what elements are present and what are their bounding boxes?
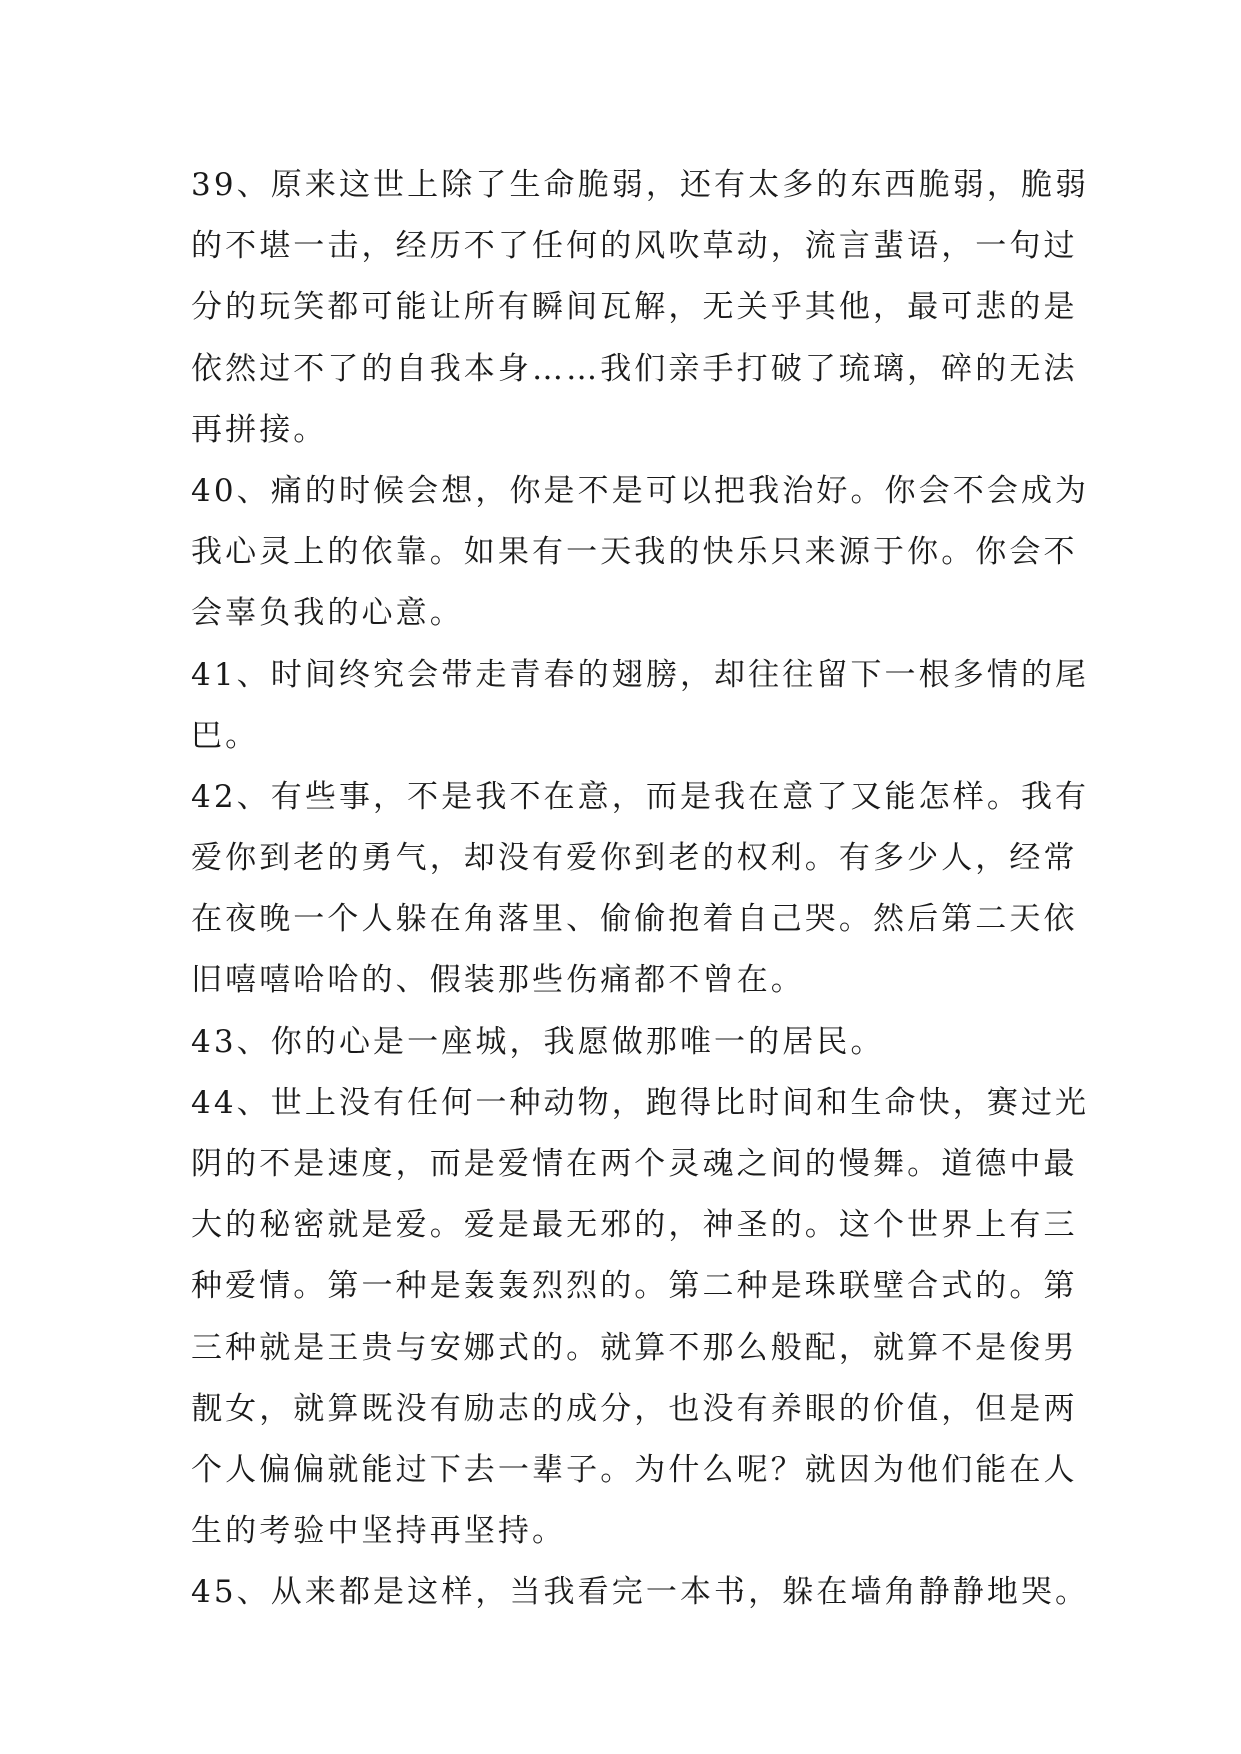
text-line: 依然过不了的自我本身……我们亲手打破了琉璃，碎的无法 <box>191 350 1078 387</box>
text-line: 我心灵上的依靠。如果有一天我的快乐只来源于你。你会不 <box>191 534 1078 571</box>
text-line: 种爱情。第一种是轰轰烈烈的。第二种是珠联壁合式的。第 <box>191 1268 1078 1305</box>
text-line: 再拼接。 <box>191 411 328 448</box>
text-line: 阴的不是速度，而是爱情在两个灵魂之间的慢舞。道德中最 <box>191 1146 1078 1182</box>
text-line: 会辜负我的心意。 <box>191 595 464 632</box>
text-line: 41、时间终究会带走青春的翅膀，却往往留下一根多情的尾 <box>191 656 1090 693</box>
text-line: 42、有些事，不是我不在意，而是我在意了又能怎样。我有 <box>191 778 1090 815</box>
document-body <box>191 155 1090 1624</box>
text-line: 分的玩笑都可能让所有瞬间瓦解，无关乎其他，最可悲的是 <box>191 289 1078 326</box>
text-line: 的不堪一击，经历不了任何的风吹草动，流言蜚语，一句过 <box>191 228 1078 265</box>
text-line: 40、痛的时候会想，你是不是可以把我治好。你会不会成为 <box>191 472 1090 509</box>
text-line: 个人偏偏就能过下去一辈子。为什么呢？就因为他们能在人 <box>191 1451 1078 1488</box>
text-line: 44、世上没有任何一种动物，跑得比时间和生命快，赛过光 <box>191 1084 1090 1121</box>
text-line: 靓女，就算既没有励志的成分，也没有养眼的价值，但是两 <box>191 1390 1078 1427</box>
text-line: 生的考验中坚持再坚持。 <box>191 1513 567 1550</box>
text-line: 45、从来都是这样，当我看完一本书，躲在墙角静静地哭。 <box>191 1574 1090 1611</box>
text-line: 爱你到老的勇气，却没有爱你到老的权利。有多少人，经常 <box>191 840 1078 877</box>
text-line: 在夜晚一个人躲在角落里、偷偷抱着自己哭。然后第二天依 <box>191 901 1078 938</box>
text-line: 39、原来这世上除了生命脆弱，还有太多的东西脆弱，脆弱 <box>191 167 1090 203</box>
text-line: 巴。 <box>191 717 260 754</box>
text-line: 大的秘密就是爱。爱是最无邪的，神圣的。这个世界上有三 <box>191 1207 1078 1244</box>
text-line: 43、你的心是一座城，我愿做那唯一的居民。 <box>191 1023 885 1060</box>
text-line: 三种就是王贵与安娜式的。就算不那么般配，就算不是俊男 <box>191 1329 1078 1366</box>
text-line: 旧嘻嘻哈哈的、假装那些伤痛都不曾在。 <box>191 962 805 999</box>
